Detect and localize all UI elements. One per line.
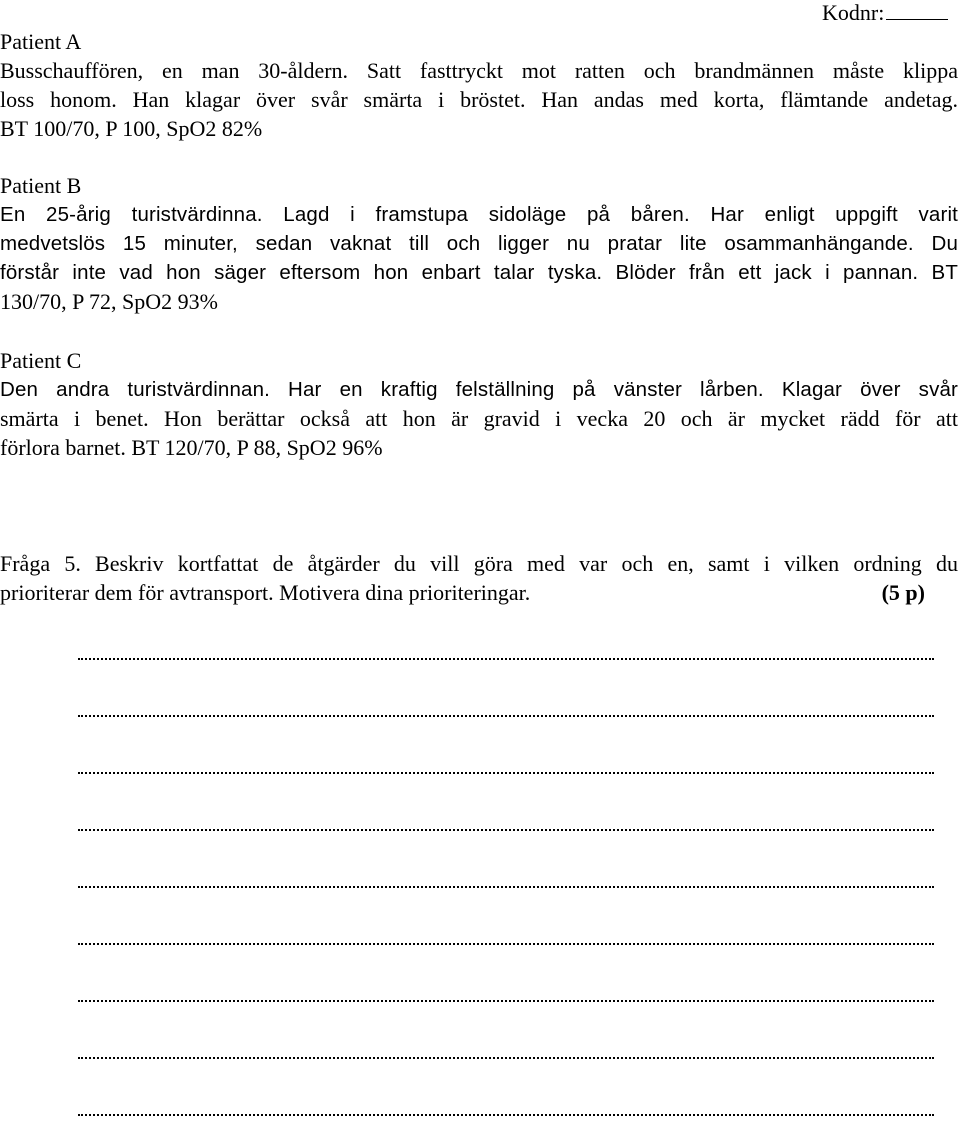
patient-a-section xyxy=(0,27,958,143)
patient-b-line-4: 130/70, P 72, SpO2 93% xyxy=(0,289,218,314)
patient-c-section xyxy=(0,346,958,462)
answer-line[interactable] xyxy=(78,1112,934,1116)
answer-line[interactable] xyxy=(78,1055,934,1059)
kodnr-field xyxy=(822,0,948,26)
answer-line[interactable] xyxy=(78,998,934,1002)
kodnr-blank[interactable] xyxy=(886,1,948,20)
patient-b-section xyxy=(0,171,958,316)
patient-a-line-1: Busschauffören, en man 30-åldern. Satt fasttryckt mot ratten och brandmännen måste klippa xyxy=(0,58,958,83)
answer-line[interactable] xyxy=(78,770,934,774)
question-section xyxy=(0,549,958,607)
answer-line[interactable] xyxy=(78,713,934,717)
patient-c-line-2: smärta i benet. Hon berättar också att hon är gravid i vecka 20 och är mycket rädd för att xyxy=(0,406,958,431)
patient-b-line-2: medvetslös 15 minuter, sedan vaknat till och ligger nu pratar lite osammanhängande. Du xyxy=(0,232,958,255)
question-line-2-row xyxy=(0,578,925,607)
patient-c-line-1: Den andra turistvärdinnan. Har en kraftig felställning på vänster lårben. Klagar över svår xyxy=(0,378,958,401)
patient-a-line-3: BT 100/70, P 100, SpO2 82% xyxy=(0,116,263,141)
question-line-2: prioriterar dem för avtransport. Motivera dina prioriteringar. xyxy=(0,580,531,605)
patient-a-line-2: loss honom. Han klagar över svår smärta i bröstet. Han andas med korta, flämtande andetag. xyxy=(0,87,958,112)
question-points: (5 p) xyxy=(881,580,925,605)
patient-c-line-3: förlora barnet. BT 120/70, P 88, SpO2 96% xyxy=(0,435,383,460)
answer-line[interactable] xyxy=(78,827,934,831)
answer-line[interactable] xyxy=(78,884,934,888)
patient-c-title: Patient C xyxy=(0,348,82,373)
patient-a-title: Patient A xyxy=(0,29,82,54)
answer-line[interactable] xyxy=(78,656,934,660)
patient-b-line-1: En 25-årig turistvärdinna. Lagd i framstupa sidoläge på båren. Har enligt uppgift varit xyxy=(0,203,958,226)
answer-line[interactable] xyxy=(78,941,934,945)
kodnr-label: Kodnr: xyxy=(822,0,885,25)
patient-b-title: Patient B xyxy=(0,173,82,198)
question-line-1: Fråga 5. Beskriv kortfattat de åtgärder du vill göra med var och en, samt i vilken ordning du xyxy=(0,551,958,576)
patient-b-line-3: förstår inte vad hon säger eftersom hon enbart talar tyska. Blöder från ett jack i pannan. BT xyxy=(0,261,958,284)
